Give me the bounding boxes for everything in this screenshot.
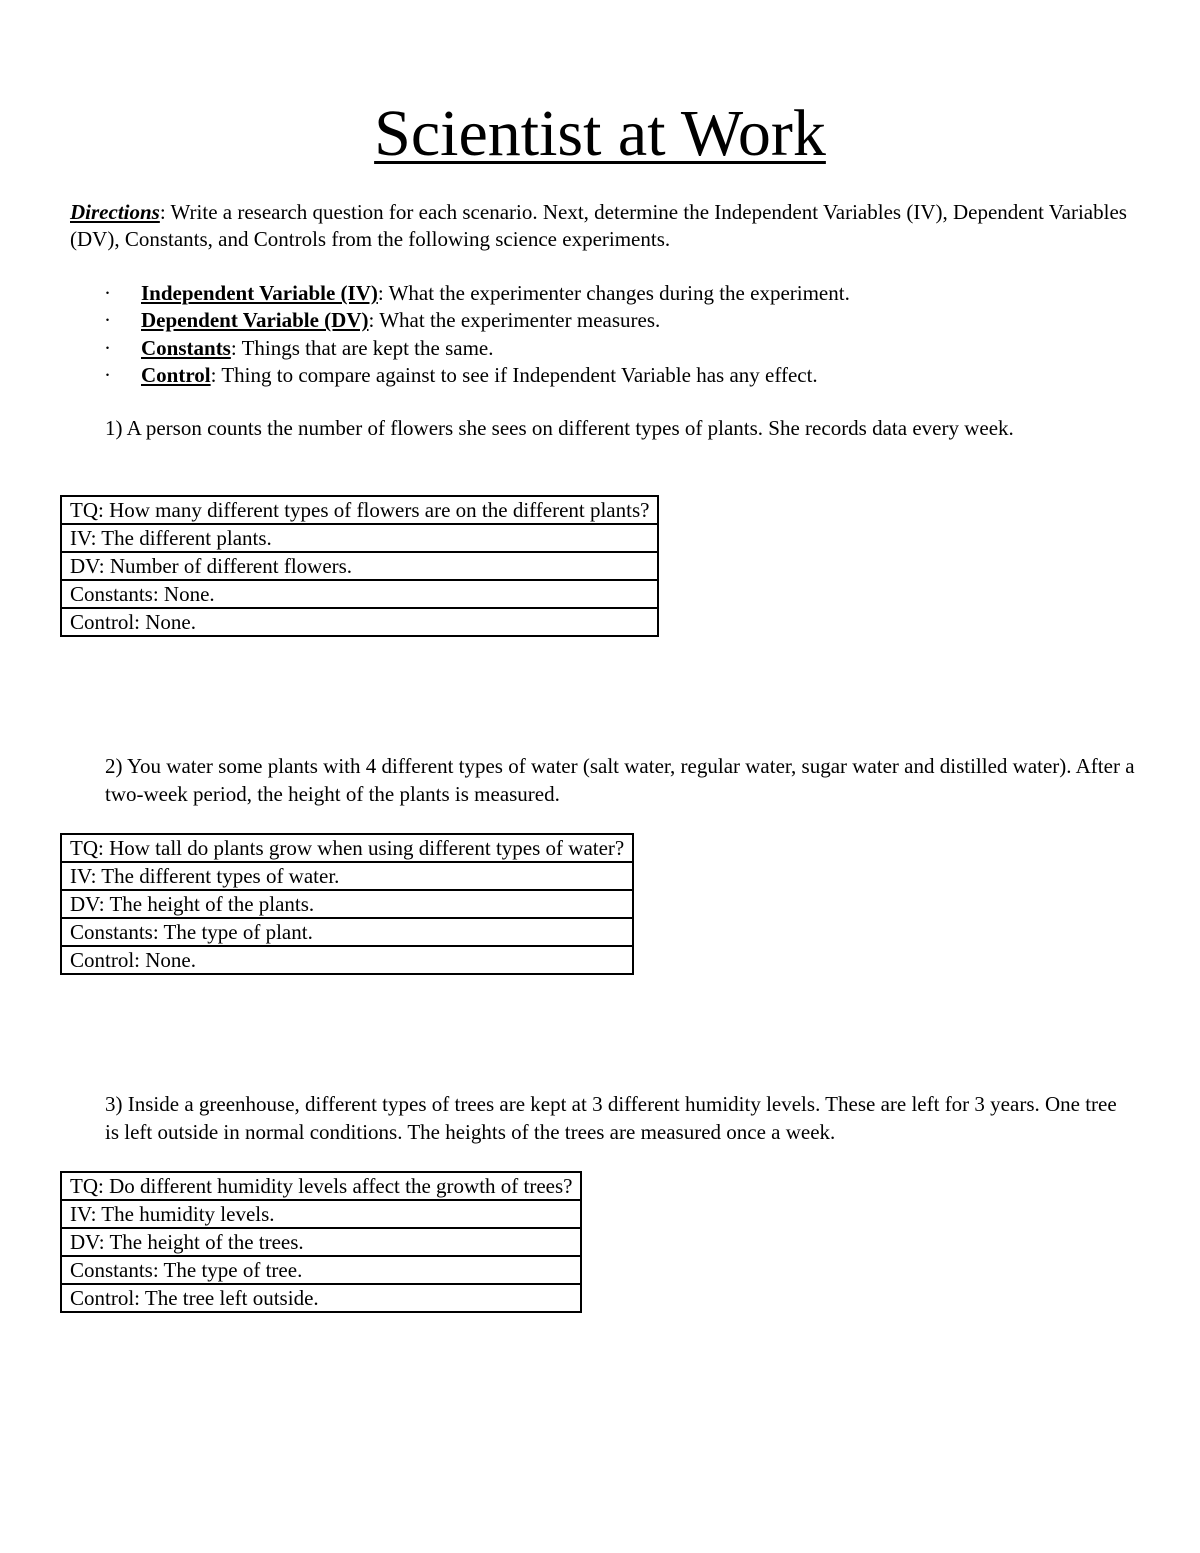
control-cell: Control: The tree left outside. [61,1284,581,1312]
independent-variable-cell: IV: The different plants. [61,524,658,552]
definition-term: Independent Variable (IV) [141,281,378,305]
directions-paragraph [70,199,1130,253]
bullet-marker: · [104,362,111,387]
table-row [61,580,658,608]
definition-item-dv [104,307,1104,334]
table-row [61,918,633,946]
definition-term: Control [141,362,211,387]
definition-term: Constants [141,335,231,360]
bullet-marker: · [104,335,111,360]
definition-text: : Things that are kept the same. [230,335,494,360]
bullet-marker: · [104,308,111,333]
dependent-variable-cell: DV: The height of the trees. [61,1228,581,1256]
scenario-1-table [60,495,659,637]
testable-question-cell: TQ: How many different types of flowers are on the different plants? [61,496,658,524]
constants-cell: Constants: The type of plant. [61,918,633,946]
directions-text: : Write a research question for each scenario. Next, determine the Independent Variables (IV), Dependent Variables (DV), Constants, and Controls from the following science experiments. [70,200,1127,251]
constants-cell: Constants: The type of tree. [61,1256,581,1284]
independent-variable-cell: IV: The humidity levels. [61,1200,581,1228]
definitions-list [104,280,1104,389]
control-cell: Control: None. [61,946,633,974]
definition-text: : Thing to compare against to see if Independent Variable has any effect. [210,362,818,387]
table-row [61,1256,581,1284]
definition-text: : What the experimenter changes during the experiment. [377,281,850,305]
testable-question-cell: TQ: Do different humidity levels affect the growth of trees? [61,1172,581,1200]
table-row [61,862,633,890]
table-row [61,496,658,524]
independent-variable-cell: IV: The different types of water. [61,862,633,890]
table-row [61,1172,581,1200]
scenario-3-table [60,1171,582,1313]
table-row [61,1284,581,1312]
page-title: Scientist at Work [374,97,826,170]
table-row [61,890,633,918]
table-row [61,834,633,862]
definition-term: Dependent Variable (DV) [141,308,369,333]
table-row [61,1228,581,1256]
control-cell: Control: None. [61,608,658,636]
definition-item-constants [104,335,1104,362]
definition-text: : What the experimenter measures. [368,308,661,333]
table-row [61,552,658,580]
definition-item-iv [104,280,1104,307]
table-row [61,946,633,974]
constants-cell: Constants: None. [61,580,658,608]
dependent-variable-cell: DV: The height of the plants. [61,890,633,918]
scenario-1-text: 1) A person counts the number of flowers she sees on different types of plants. She records data every week. [105,416,1014,440]
scenario-2-text: 2) You water some plants with 4 different types of water (salt water, regular water, sugar water and distilled water). After a two-week period, the height of the plants is measured. [105,754,1135,806]
dependent-variable-cell: DV: Number of different flowers. [61,552,658,580]
bullet-marker: · [104,281,111,305]
table-row [61,608,658,636]
table-row [61,1200,581,1228]
table-row [61,524,658,552]
definition-item-control [104,362,1104,389]
testable-question-cell: TQ: How tall do plants grow when using different types of water? [61,834,633,862]
scenario-3-text: 3) Inside a greenhouse, different types of trees are kept at 3 different humidity levels. These are left for 3 years. One tree is left outside in normal conditions. The heights of the trees are measured once a week. [105,1092,1117,1144]
directions-label: Directions [70,200,160,224]
scenario-2-table [60,833,634,975]
